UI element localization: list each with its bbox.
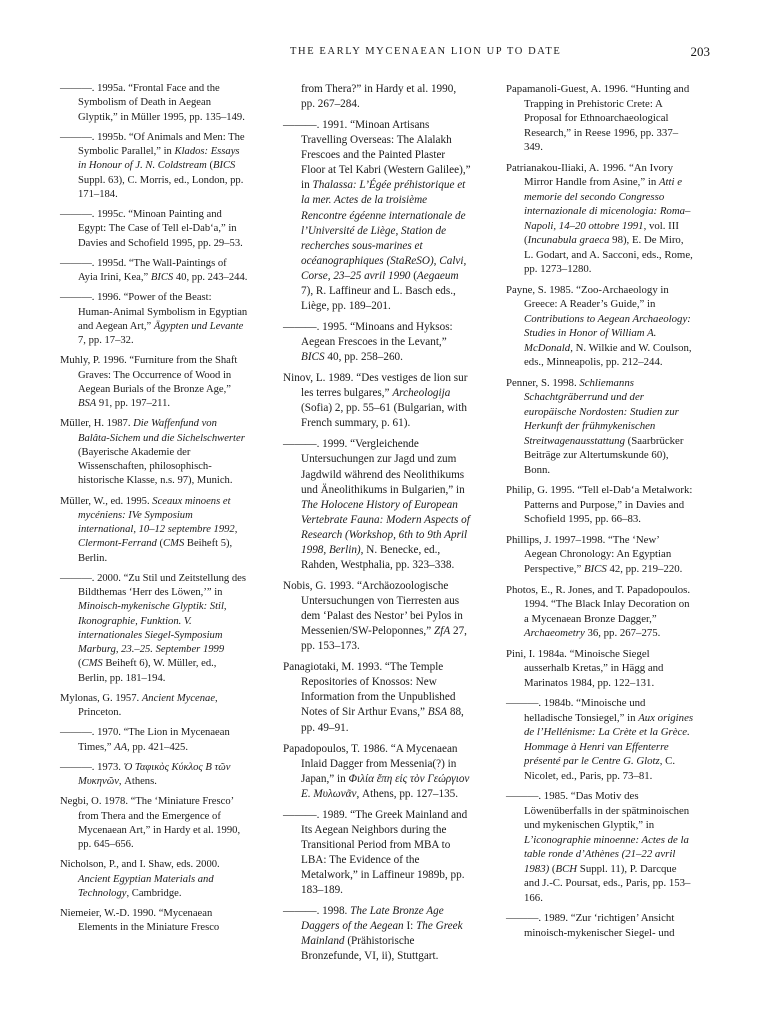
bibliography-entry [283, 579, 471, 654]
bibliography-entry [506, 82, 694, 155]
entry-title-italic: Atti e memorie del secondo Congresso internazionale di micenologia: Roma–Napoli, 14–20 ottobre 1991 [524, 176, 691, 232]
bibliography-entry [60, 257, 248, 286]
bibliography-entry [60, 761, 248, 790]
bibliography-entry [506, 161, 694, 277]
bibliography-entry [60, 417, 248, 488]
bibliography-entry [283, 82, 471, 112]
entry-text: ———. 1984b. “Minoische und helladische Tonsiegel,” in [506, 697, 646, 724]
entry-title-italic: BCH [555, 862, 578, 875]
entry-text: (Saarbrücker Beiträge zur Altertumskunde 60), Bonn. [524, 434, 684, 476]
entry-text: ———. 1989. “The Greek Mainland and Its Aegean Neighbors during the Transitional Period from MBA to LBA: The Evidence of the Metalwork,” in Laffineur 1989b, pp. 183–189. [283, 808, 468, 897]
entry-text: ———. 1998. [283, 905, 351, 918]
bibliography-column-2 [283, 82, 471, 970]
bibliography-entry [506, 283, 694, 370]
entry-text: , pp. 421–425. [127, 741, 188, 753]
entry-text: (Sofia) 2, pp. 55–61 (Bulgarian, with French summary, p. 61). [301, 402, 467, 430]
entry-title-italic: Ancient Egyptian Materials and Technology [78, 873, 214, 899]
bibliography-entry [60, 495, 248, 566]
entry-text: ———. 1989. “Zur ‘richtigen’ Ansicht minoisch-mykenischer Siegel- und [506, 912, 675, 939]
entry-text: Niemeier, W.-D. 1990. “Mycenaean Elements in the Miniature Fresco [60, 908, 220, 934]
entry-title-italic: BICS [301, 351, 325, 364]
entry-title-italic: Archeologija [392, 387, 451, 400]
bibliography-entry [60, 208, 248, 251]
entry-title-italic: Contributions to Aegean Archaeology: Studies in Honor of William A. McDonald [524, 312, 691, 354]
entry-text: ———. 1999. “Vergleichende Untersuchungen zur Jagd und zum Jagdwild während des Neolithikums und Äneolithikums in Bulgarien,” in [283, 438, 465, 496]
bibliography-column-3 [506, 82, 694, 946]
entry-text: ( [206, 160, 213, 172]
entry-text: , Athens. [118, 776, 157, 787]
entry-title-italic: CMS [81, 658, 103, 670]
entry-text: , Princeton. [78, 692, 218, 718]
entry-text: , vol. III ( [524, 219, 679, 247]
entry-text: Müller, H. 1987. [60, 418, 134, 430]
bibliography-entry [283, 660, 471, 735]
bibliography-entry [283, 118, 471, 314]
running-title: THE EARLY MYCENAEAN LION UP TO DATE [290, 46, 562, 57]
entry-text: , N. Wilkie and W. Coulson, eds., Minneapolis, pp. 212–244. [524, 341, 692, 369]
entry-title-italic: Incunabula graeca [527, 234, 610, 247]
bibliography-entry [60, 131, 248, 202]
bibliography-entry [506, 533, 694, 577]
entry-text: from Thera?” in Hardy et al. 1990, pp. 267–284. [301, 83, 457, 111]
bibliography-entry [283, 371, 471, 431]
entry-text: 42, pp. 219–220. [606, 562, 683, 575]
entry-text: Photos, E., R. Jones, and T. Papadopoulos. 1994. “The Black Inlay Decoration on a Mycenaean Bronze Dagger,” [506, 583, 691, 625]
entry-text: Penner, S. 1998. [506, 376, 580, 389]
bibliography-entry [506, 789, 694, 905]
bibliography-entry [283, 742, 471, 802]
entry-title-italic: CMS [163, 538, 185, 550]
entry-title-italic: Aegaeum [416, 269, 459, 282]
entry-text: ———. 1995. “Minoans and Hyksos: Aegean Frescoes in the Levant,” [283, 320, 453, 348]
entry-text: I: [403, 920, 417, 933]
entry-title-italic: Aux origines de l’Hellénisme: La Crète et la Grèce. Hommage à Henri van Effenterre présenté par le Centre G. Glotz [524, 711, 694, 768]
entry-text: ———. 2000. “Zu Stil und Zeitstellung des Bildthemas ‘Herr des Löwen,’” in [60, 572, 246, 598]
entry-title-italic: Φιλία ἔπη εἰς τὸν Γεώργιον Ε. Μυλωνᾶν [301, 772, 470, 800]
bibliography-entry [60, 572, 248, 686]
entry-text: Muhly, P. 1996. “Furniture from the Shaft Graves: The Occurrence of Wood in Aegean Burials of the Bronze Age,” [60, 355, 238, 395]
entry-text: 27, pp. 153–173. [301, 625, 467, 653]
bibliography-entry [283, 320, 471, 365]
entry-title-italic: BICS [212, 160, 236, 172]
entry-text: ( [410, 269, 417, 282]
entry-title-italic: Thalassa: L’Égée préhistorique et la mer. Actes de la troisième Rencontre égéenne internationale de l’Université de Liège, Station de recherches sous-marines et océanographiques (StaReSO), Calvi, Corse, 23–25 avril 1990 [301, 179, 467, 282]
entry-title-italic: BSA [78, 398, 97, 409]
bibliography-entry [60, 354, 248, 411]
entry-text: Papamanoli-Guest, A. 1996. “Hunting and Trapping in Prehistoric Crete: A Proposal for Ethnoarchaeological Research,” in Reese 1996, pp. 337–349. [506, 83, 690, 154]
bibliography-entry [60, 858, 248, 901]
entry-title-italic: Sceaux minoens et mycéniens: IVe Symposium international, 10–12 septembre 1992, Clermont-Ferrand [78, 495, 238, 550]
entry-text: Suppl. 11), P. Darcque and J.-C. Poursat, eds., Paris, pp. 153–166. [524, 862, 691, 904]
bibliography-entry [506, 483, 694, 527]
entry-title-italic: L’iconographie minoenne: Actes de la table ronde d’Athènes (21–22 avril 1983) [524, 833, 689, 875]
entry-text: Beiheft 6), W. Müller, ed., Berlin, pp. 181–194. [78, 658, 217, 684]
entry-text: ———. 1996. “Power of the Beast: Human-Animal Symbolism in Egyptian and Aegean Art,” [60, 292, 248, 332]
entry-text: Patrianakou-Iliaki, A. 1996. “An Ivory Mirror Handle from Asine,” in [506, 161, 674, 189]
bibliography-entry [506, 696, 694, 783]
entry-text: ( [156, 538, 164, 550]
entry-text: Müller, W., ed. 1995. [60, 495, 153, 507]
entry-text: , Cambridge. [126, 887, 182, 899]
entry-text: 88, pp. 49–91. [301, 706, 464, 734]
entry-title-italic: AA [114, 741, 128, 753]
entry-title-italic: Minoisch-mykenische Glyptik: Stil, Ikonographie, Funktion. V. internationales Siegel-Symposium Marburg, 23.–25. September 1999 [78, 601, 227, 655]
entry-text: Nicholson, P., and I. Shaw, eds. 2000. [60, 859, 220, 871]
bibliography-entry [506, 647, 694, 691]
entry-text: ( [78, 658, 82, 670]
entry-text: ———. 1995c. “Minoan Painting and Egypt: The Case of Tell el-Dab‘a,” in Davies and Schofield 1995, pp. 29–53. [60, 209, 243, 249]
entry-text: Negbi, O. 1978. “The ‘Miniature Fresco’ from Thera and the Emergence of Mycenaean Art,” in Hardy et al. 1990, pp. 645–656. [60, 796, 241, 850]
bibliography-entry [283, 904, 471, 964]
entry-text: 7), R. Laffineur and L. Basch eds., Liège, pp. 189–201. [301, 284, 456, 312]
entry-text: Philip, G. 1995. “Tell el-Dab‘a Metalwork: Patterns and Purpose,” in Davies and Schofield 1995, pp. 66–83. [506, 484, 693, 526]
entry-title-italic: Ὁ Ταφικὸς Κύκλος Β τῶν Μυκηνῶν [78, 761, 231, 787]
entry-text: ———. 1995b. “Of Animals and Men: The Symbolic Parallel,” in [60, 131, 245, 157]
entry-title-italic: Ancient Mycenae [141, 692, 216, 704]
entry-text: Papadopoulos, T. 1986. “A Mycenaean Inlaid Dagger from Messenia(?) in Japan,” in [283, 742, 458, 785]
entry-text: Phillips, J. 1997–1998. “The ‘New’ Aegean Chronology: An Egyptian Perspective,” [506, 533, 672, 575]
entry-text: ———. 1991. “Minoan Artisans Travelling Overseas: The Alalakh Frescoes and the Painted Plaster Floor at Tel Kabri (Western Galilee),” in [283, 119, 471, 192]
entry-text: (Prähistorische Bronzefunde, VI, ii), Stuttgart. [301, 935, 439, 963]
entry-title-italic: Archaeometry [524, 627, 585, 640]
bibliography-entry [506, 376, 694, 478]
bibliography-entry [506, 583, 694, 641]
entry-text: 36, pp. 267–275. [584, 627, 661, 640]
entry-text: ———. 1985. “Das Motiv des Löwenüberfalls in der spätminoischen und mykenischen Glyptik,” in [506, 790, 690, 832]
entry-title-italic: Schliemanns Schachtgräberrund und der europäische Nordosten: Studien zur Herkunft der frühmykenischen Streitwagenausstattung [524, 376, 679, 447]
entry-title-italic: Klados: Essays in Honour of J. N. Coldstream [78, 146, 240, 172]
bibliography-column-1 [60, 82, 248, 942]
entry-text: Pini, I. 1984a. “Minoische Siegel ausserhalb Kretas,” in Hägg and Marinatos 1984, pp. 122–131. [506, 647, 664, 689]
bibliography-entry [283, 808, 471, 898]
entry-text: 40, pp. 243–244. [173, 272, 248, 283]
entry-title-italic: ZfA [434, 625, 451, 638]
entry-text: 91, pp. 197–211. [96, 398, 171, 409]
entry-text: Suppl. 63), C. Morris, ed., London, pp. 171–184. [78, 174, 244, 200]
bibliography-entry [60, 907, 248, 936]
entry-text: Mylonas, G. 1957. [60, 692, 142, 704]
entry-text: Ninov, L. 1989. “Des vestiges de lion sur les terres bulgares,” [283, 372, 468, 400]
entry-text: 7, pp. 17–32. [78, 335, 134, 346]
entry-text: ———. 1995d. “The Wall-Paintings of Ayia Irini, Kea,” [60, 257, 227, 283]
bibliography-entry [283, 437, 471, 573]
entry-text: Payne, S. 1985. “Zoo-Archaeology in Greece: A Reader’s Guide,” in [506, 283, 669, 311]
entry-text: 98), E. De Miro, L. Godart, and A. Sacconi, eds., Rome, pp. 1273–1280. [524, 234, 693, 276]
entry-text: 40, pp. 258–260. [324, 351, 403, 364]
entry-text: , C. Nicolet, ed., Paris, pp. 73–81. [524, 755, 676, 782]
entry-text: ———. 1995a. “Frontal Face and the Symbolism of Death in Aegean Glyptik,” in Müller 1995, pp. 135–149. [60, 83, 245, 123]
entry-text: ( [549, 862, 556, 875]
bibliography-entry [60, 82, 248, 125]
entry-text: ———. 1973. [60, 761, 124, 773]
bibliography-entry [60, 291, 248, 348]
entry-text: ———. 1970. “The Lion in Mycenaean Times,” [60, 727, 230, 753]
entry-text: , Athens, pp. 127–135. [356, 787, 459, 800]
running-head [290, 44, 710, 62]
entry-text: Panagiotaki, M. 1993. “The Temple Repositories of Knossos: New Information from the Unpublished Notes of Sir Arthur Evans,” [283, 661, 456, 719]
page-number: 203 [690, 44, 710, 59]
entry-text: Nobis, G. 1993. “Archäozoologische Untersuchungen von Tierresten aus dem ‘Palast des Nestor’ bei Pylos in Messenien/SW-Peloponnes,” [283, 579, 463, 638]
entry-title-italic: Die Waffenfund von Balâta-Sichem und die Sichelschwerter [78, 418, 245, 444]
entry-title-italic: BICS [583, 562, 607, 575]
entry-title-italic: Ägypten und Levante [153, 320, 244, 332]
entry-text: (Bayerische Akademie der Wissenschaften, philosophisch-historische Klasse, n.s. 97), Munich. [78, 446, 233, 487]
entry-title-italic: The Holocene History of European Vertebrate Fauna: Modern Aspects of Research (Workshop, 6th to 9th April 1998, Berlin) [301, 498, 470, 556]
bibliography-entry [60, 795, 248, 852]
entry-title-italic: The Greek Mainland [301, 920, 463, 948]
entry-title-italic: The Late Bronze Age Daggers of the Aegean [301, 905, 444, 933]
entry-text: , N. Benecke, ed., Rahden, Westphalia, pp. 323–338. [301, 543, 455, 571]
entry-title-italic: BSA [427, 706, 448, 719]
entry-title-italic: BICS [150, 272, 174, 283]
bibliography-entry [60, 692, 248, 721]
bibliography-entry [506, 911, 694, 940]
bibliography-entry [60, 726, 248, 755]
entry-text: Beiheft 5), Berlin. [78, 538, 233, 564]
